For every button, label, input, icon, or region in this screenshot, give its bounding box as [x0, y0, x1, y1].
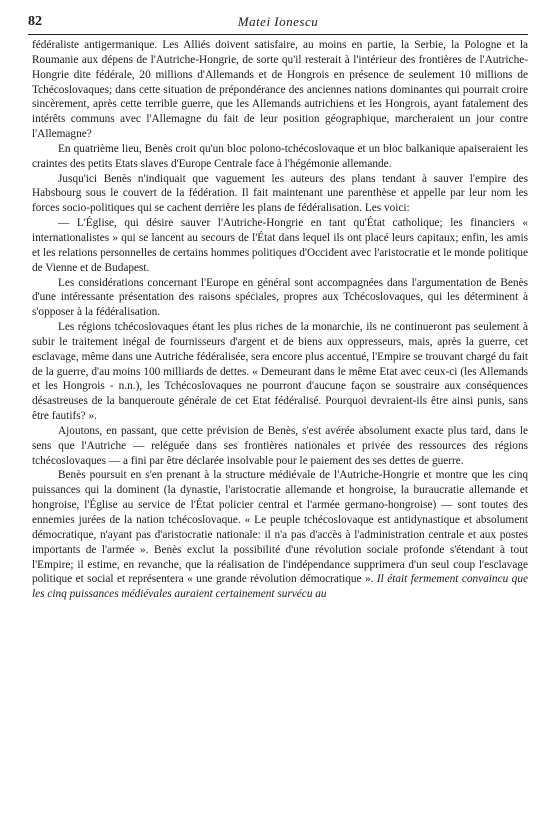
- italic-sentence: Il était fermement convaincu que les cinq puissances médiévales auraient certainement survécu au: [32, 573, 528, 601]
- body-text: [32, 38, 528, 602]
- paragraph: Ajoutons, en passant, que cette prévision de Benès, s'est avérée absolument exacte plus tard, dans le sens que l'Autriche — reléguée dans ses frontières nationales et privée des ressources des régions tchécoslovaques — a fini par être déclarée insolvable pour le paiement des ses dettes de guerre.: [32, 424, 528, 467]
- page-number: 82: [28, 14, 42, 29]
- paragraph: Jusqu'ici Benès n'indiquait que vaguement les auteurs des plans tendant à sauver l'empire des Habsbourg sous le couvert de la fédération. Il fait maintenant une parenthèse et appelle par leur nom les forces socio-politiques qui se cachent derrière les plans de fédéralisation. Les voici:: [32, 172, 528, 215]
- header-rule: [28, 34, 528, 35]
- paragraph: [32, 468, 528, 602]
- paragraph: En quatrième lieu, Benès croit qu'un bloc polono-tchécoslovaque et un bloc balkanique apaiseraient les craintes des petits Etats slaves d'Europe Centrale face à l'hégémonie allemande.: [32, 142, 528, 170]
- paragraph: — L'Église, qui désire sauver l'Autriche-Hongrie en tant qu'État catholique; les financiers « internationalistes » qui se lancent au secours de l'État dans lequel ils ont placé leurs capitaux; enfin, les amis et les relations personnelles de certains hommes politiques d'Occident avec l'aristocratie et le monde politique de Vienne et de Budapest.: [32, 217, 528, 274]
- paragraph: Les considérations concernant l'Europe en général sont accompagnées dans l'argumentation de Benès d'une intéressante présentation des raisons spéciales, propres aux Tchécoslovaques, qui les déterminent à s'opposer à la fédéralisation.: [32, 276, 528, 319]
- page-header: [28, 14, 528, 36]
- paragraph-text: Benès poursuit en s'en prenant à la structure médiévale de l'Autriche-Hongrie et montre que les cinq puissances qui la dominent (la dynastie, l'aristocratie allemande et hongroise, la buraucratie allemande et hongroise, l'Église au service de l'État policier central et l'armée germano-hongroise) — sont toutes des ennemies jurées de la nation tchécoslovaque. « Le peuple tchécoslovaque est antidynastique et absolument démocratique, n'ayant pas d'aristocratie nationale: il n'a pas d'accès à l'administration centrale et aux postes importants de l'armée ». Benès exclut la possibilité d'une révolution sociale profonde s'étendant à tout l'Empire; il estime, en revanche, que la réalisation de l'indépendance supprimera d'un seul coup l'esclavage politique et social et représentera « une grande révolution démocratique ».: [32, 469, 528, 586]
- running-head: Matei Ionescu: [237, 14, 319, 29]
- paragraph: Les régions tchécoslovaques étant les plus riches de la monarchie, ils ne continueront pas seulement à subir le traitement inégal de fournisseurs d'argent et de biens aux oppresseurs, mais, après la guerre, cet esclavage, même dans une Autriche fédéralisée, sera encore plus accentué, l'Empire se trouvant chargé du fait de la guerre, d'au moins 100 milliards de dettes. « Demeurant dans le même Etat avec ceux-ci (les Allemands et les Hongrois - n.n.), les Tchécoslovaques ne pourront d'aucune façon se soustraire aux conséquences désastreuses de la banqueroute générale de cet Etat fédéralisé. Pourquoi devraient-ils être ainsi punis, sans être fautifs? ».: [32, 321, 528, 423]
- paragraph: fédéraliste antigermanique. Les Alliés doivent satisfaire, au moins en partie, la Serbie, la Pologne et la Roumanie aux dépens de l'Autriche-Hongrie, de sorte qu'il resterait à l'intérieur des frontières de l'Autriche-Hongrie dite fédérale, 20 millions d'Allemands et de Hongrois en présence de seulement 10 millions de Tchécoslovaques; dans cette situation de prépondérance des anciennes nations dominantes qui pourrait croire sincèrement, après cette terrible guerre, que les Allemands autrichiens et les Hongrois, ayant fatalement des intérêts communs avec l'Allemagne du fait de leur position géographique, marcheraient un jour contre l'Allemagne?: [32, 39, 528, 141]
